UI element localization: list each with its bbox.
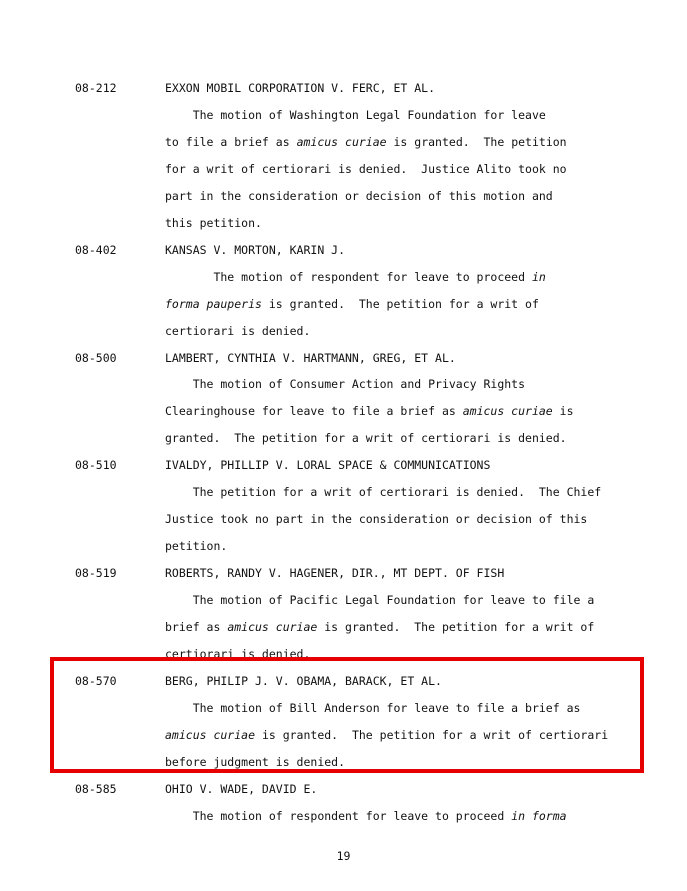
italic-phrase: amicus curiae: [165, 727, 256, 742]
docket-number: 08-570: [75, 673, 117, 688]
text-run: The motion of Consumer Action and Privacy Rights: [165, 377, 526, 392]
case-caption: [165, 350, 456, 366]
case-caption: [165, 781, 317, 797]
text-run: for a writ of certiorari is denied. Justice Alito took no: [165, 161, 567, 176]
italic-phrase: forma pauperis: [165, 296, 262, 311]
text-run: to file a brief as: [165, 134, 297, 149]
order-text-line: [165, 107, 546, 123]
docket-number: 08-585: [75, 781, 117, 796]
text-run: is granted. The petition for a writ of certiorari: [255, 727, 609, 742]
case-caption: [165, 565, 504, 581]
text-run: is: [552, 404, 574, 419]
order-text-line: [165, 161, 567, 177]
text-run: The motion of respondent for leave to proceed: [165, 808, 512, 823]
text-run: certiorari is denied.: [165, 323, 311, 338]
docket-number: 08-402: [75, 242, 117, 257]
text-run: is granted. The petition: [386, 134, 567, 149]
case-caption: [165, 242, 345, 258]
case-caption: [165, 80, 435, 96]
order-text-line: [165, 592, 594, 608]
text-run: The motion of Bill Anderson for leave to file a brief as: [165, 700, 581, 715]
text-run: The petition for a writ of certiorari is denied. The Chief: [165, 485, 602, 500]
text-run: brief as: [165, 620, 228, 634]
order-text-line: [165, 619, 594, 635]
order-text-line: [165, 403, 574, 419]
text-run: IVALDY, PHILLIP V. LORAL SPACE & COMMUNICATIONS: [165, 458, 491, 473]
italic-phrase: amicus curiae: [227, 620, 318, 634]
text-run: The motion of respondent for leave to proceed: [165, 269, 532, 284]
order-text-line: [165, 269, 546, 285]
order-text-line: [165, 376, 525, 392]
text-run: EXXON MOBIL CORPORATION V. FERC, ET AL.: [165, 81, 436, 95]
italic-phrase: amicus curiae: [296, 134, 387, 149]
text-run: The motion of Pacific Legal Foundation for leave to file a: [165, 593, 595, 608]
italic-phrase: in forma: [511, 808, 567, 823]
order-text-line: [165, 430, 567, 446]
text-run: Justice took no part in the consideration or decision of this: [165, 512, 588, 527]
text-run: ROBERTS, RANDY V. HAGENER, DIR., MT DEPT. OF FISH: [165, 566, 505, 581]
text-run: KANSAS V. MORTON, KARIN J.: [165, 242, 346, 257]
order-text-line: [165, 484, 601, 500]
order-text-line: [165, 188, 553, 204]
text-run: LAMBERT, CYNTHIA V. HARTMANN, GREG, ET AL.: [165, 350, 456, 365]
text-run: OHIO V. WADE, DAVID E.: [165, 781, 318, 796]
text-run: certiorari is denied.: [165, 646, 311, 661]
text-run: before judgment is denied.: [165, 754, 346, 769]
highlight-box-08-570: [50, 657, 644, 773]
docket-number: 08-500: [75, 350, 117, 365]
order-text-line: [165, 808, 567, 824]
text-run: BERG, PHILIP J. V. OBAMA, BARACK, ET AL.: [165, 673, 442, 688]
text-run: The motion of Washington Legal Foundation for leave: [165, 107, 546, 122]
order-text-line: [165, 511, 587, 527]
text-run: granted. The petition for a writ of certiorari is denied.: [165, 431, 567, 446]
text-run: petition.: [165, 539, 228, 554]
docket-number: 08-212: [75, 81, 117, 95]
order-text-line: [165, 215, 262, 231]
text-run: this petition.: [165, 215, 262, 230]
order-text-line: [165, 323, 310, 339]
italic-phrase: amicus curiae: [462, 404, 553, 419]
italic-phrase: in: [531, 269, 546, 284]
docket-number: 08-510: [75, 458, 117, 473]
page-number: 19: [336, 849, 351, 863]
order-text-line: [165, 538, 227, 554]
order-text-line: [165, 296, 539, 312]
text-run: is granted. The petition for a writ of: [261, 296, 539, 311]
text-run: is granted. The petition for a writ of: [317, 620, 595, 634]
case-caption: [165, 457, 490, 473]
text-run: part in the consideration or decision of this motion and: [165, 188, 553, 203]
text-run: Clearinghouse for leave to file a brief as: [165, 404, 463, 419]
docket-number: 08-519: [75, 566, 117, 581]
order-text-line: [165, 134, 567, 150]
